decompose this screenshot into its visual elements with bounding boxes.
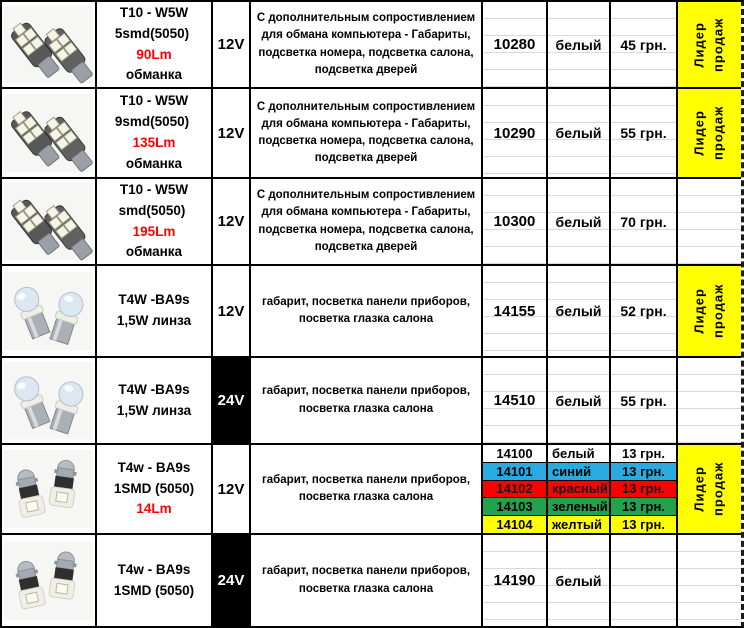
voltage-cell bbox=[213, 179, 251, 266]
variant-price: 13 грн. bbox=[622, 463, 665, 479]
product-photo-cell bbox=[2, 535, 97, 626]
voltage-label: 12V bbox=[217, 124, 245, 142]
color-name: белый bbox=[548, 266, 611, 358]
leader-badge bbox=[678, 266, 741, 358]
color-name: белый bbox=[548, 89, 611, 179]
variant-color-name: синий bbox=[548, 463, 611, 480]
ba9s-lens-bulbs-image bbox=[4, 360, 93, 441]
product-name-line bbox=[126, 65, 182, 86]
product-name-line bbox=[136, 499, 171, 520]
t10-led-bulbs-image bbox=[4, 91, 93, 175]
product-code: 10290 bbox=[483, 89, 548, 179]
product-name-line bbox=[99, 112, 209, 154]
voltage-cell bbox=[213, 445, 251, 535]
product-name bbox=[97, 2, 213, 89]
t10-led-bulbs-image bbox=[4, 4, 93, 85]
product-name-text: 1,5W линза bbox=[116, 402, 192, 418]
product-name bbox=[97, 358, 213, 445]
price: 55 грн. bbox=[611, 89, 678, 179]
variant-price: 13 грн. bbox=[622, 445, 665, 461]
product-name-line bbox=[126, 242, 182, 263]
product-name-text: обманка bbox=[125, 155, 183, 171]
leader-badge-empty bbox=[678, 535, 741, 626]
variant-color-name: белый bbox=[548, 445, 611, 462]
product-name-text: 9smd(5050) bbox=[114, 114, 190, 130]
leader-badge-text bbox=[691, 17, 729, 71]
product-lumens: 195Lm bbox=[132, 223, 176, 239]
description-cell: С дополнительным сопростивлением для обмана компьютера - Габариты, подсветка номера, подсветка салона, подсветка дверей bbox=[251, 89, 483, 179]
product-name-text: T10 - W5W bbox=[119, 181, 189, 197]
color-name: белый bbox=[548, 2, 611, 89]
color-name: белый bbox=[548, 179, 611, 266]
product-name-text: T10 - W5W bbox=[119, 4, 189, 20]
voltage-label: 12V bbox=[217, 36, 245, 53]
product-name bbox=[97, 179, 213, 266]
product-name-text: 5smd(5050) bbox=[114, 25, 190, 41]
variant-row bbox=[483, 445, 676, 463]
product-name-text: обманка bbox=[125, 244, 183, 260]
product-name-line bbox=[120, 91, 188, 112]
color-name: белый bbox=[548, 358, 611, 445]
price bbox=[611, 535, 678, 626]
leader-word-1: Лидер bbox=[691, 110, 707, 156]
voltage-label: 24V bbox=[217, 392, 245, 409]
description-cell: габарит, посветка панели приборов, посветка глазка салона bbox=[251, 266, 483, 358]
price: 70 грн. bbox=[611, 179, 678, 266]
variant-code: 14102 bbox=[483, 481, 548, 498]
leader-word-1: Лидер bbox=[691, 21, 707, 68]
color-name: белый bbox=[548, 535, 611, 626]
ba9s-1smd-bulbs-image bbox=[4, 447, 93, 531]
variant-color-name: желтый bbox=[548, 516, 611, 533]
leader-word-2: продаж bbox=[710, 105, 726, 161]
leader-badge-text bbox=[691, 106, 729, 160]
leader-word-2: продаж bbox=[710, 17, 726, 72]
leader-badge bbox=[678, 445, 741, 535]
product-photo-cell bbox=[2, 2, 97, 89]
ba9s-lens-bulbs-image bbox=[4, 268, 93, 354]
product-name-text: T4W -BA9s bbox=[118, 381, 190, 397]
product-name bbox=[97, 266, 213, 358]
variant-code: 14100 bbox=[483, 445, 548, 462]
product-photo-cell bbox=[2, 445, 97, 535]
variant-code: 14104 bbox=[483, 516, 548, 533]
price: 55 грн. bbox=[611, 358, 678, 445]
product-name-text: smd(5050) bbox=[118, 202, 186, 218]
product-name-text: обманка bbox=[125, 67, 183, 83]
price: 52 грн. bbox=[611, 266, 678, 358]
voltage-label: 12V bbox=[217, 213, 245, 230]
voltage-label: 12V bbox=[217, 480, 245, 498]
ba9s-1smd-bulbs-image bbox=[4, 537, 93, 624]
description-cell: С дополнительным сопростивлением для обмана компьютера - Габариты, подсветка номера, подсветка салона, подсветка дверей bbox=[251, 2, 483, 89]
product-code: 10300 bbox=[483, 179, 548, 266]
product-name-line bbox=[99, 201, 209, 243]
leader-word-1: Лидер bbox=[691, 288, 707, 334]
variant-row bbox=[483, 481, 676, 499]
variant-price: 13 грн. bbox=[622, 499, 665, 515]
description-cell: С дополнительным сопростивлением для обмана компьютера - Габариты, подсветка номера, подсветка салона, подсветка дверей bbox=[251, 179, 483, 266]
product-name-line bbox=[114, 479, 194, 500]
product-photo-cell bbox=[2, 266, 97, 358]
product-name-line bbox=[114, 581, 194, 602]
product-name-line bbox=[120, 3, 188, 24]
voltage-cell bbox=[213, 2, 251, 89]
product-name-text: T10 - W5W bbox=[119, 93, 189, 109]
product-name-line bbox=[118, 458, 191, 479]
product-photo-cell bbox=[2, 179, 97, 266]
t10-led-bulbs-image bbox=[4, 181, 93, 262]
voltage-label: 12V bbox=[217, 302, 245, 320]
product-name-line bbox=[118, 290, 189, 311]
product-photo-cell bbox=[2, 358, 97, 445]
product-code: 10280 bbox=[483, 2, 548, 89]
product-name-line bbox=[117, 401, 191, 422]
variant-row bbox=[483, 463, 676, 481]
description-cell: габарит, посветка панели приборов, посветка глазка салона bbox=[251, 358, 483, 445]
variant-color-name: зеленый bbox=[548, 498, 611, 515]
voltage-label: 24V bbox=[217, 572, 245, 589]
product-code: 14510 bbox=[483, 358, 548, 445]
product-name-text: T4W -BA9s bbox=[118, 292, 190, 308]
voltage-cell bbox=[213, 89, 251, 179]
product-lumens: 135Lm bbox=[132, 135, 176, 150]
product-name-line bbox=[118, 560, 191, 581]
leader-badge-text bbox=[691, 462, 729, 516]
product-name-text: T4w - BA9s bbox=[117, 459, 191, 475]
product-name-line bbox=[120, 180, 188, 201]
variant-code: 14101 bbox=[483, 463, 548, 480]
product-name-text: 1SMD (5050) bbox=[113, 480, 195, 496]
leader-word-1: Лидер bbox=[691, 466, 707, 512]
product-code: 14155 bbox=[483, 266, 548, 358]
product-name-text: 1SMD (5050) bbox=[113, 582, 195, 598]
product-name-line bbox=[117, 311, 191, 332]
voltage-cell bbox=[213, 358, 251, 445]
variant-row bbox=[483, 498, 676, 516]
description-cell: габарит, посветка панели приборов, посветка глазка салона bbox=[251, 445, 483, 535]
price: 45 грн. bbox=[611, 2, 678, 89]
product-code: 14190 bbox=[483, 535, 548, 626]
product-lumens: 90Lm bbox=[136, 46, 172, 62]
product-name-line bbox=[126, 154, 182, 175]
product-name-text: 1,5W линза bbox=[116, 313, 192, 328]
leader-word-2: продаж bbox=[710, 461, 726, 517]
leader-badge-empty bbox=[678, 358, 741, 445]
leader-word-2: продаж bbox=[710, 283, 726, 339]
product-photo-cell bbox=[2, 89, 97, 179]
product-name bbox=[97, 89, 213, 179]
voltage-cell bbox=[213, 535, 251, 626]
product-name bbox=[97, 445, 213, 535]
description-cell: габарит, посветка панели приборов, посветка глазка салона bbox=[251, 535, 483, 626]
leader-badge-text bbox=[691, 284, 729, 338]
product-lumens: 14Lm bbox=[136, 501, 172, 517]
variant-row bbox=[483, 516, 676, 533]
variant-price: 13 грн. bbox=[622, 481, 665, 497]
color-variants bbox=[483, 445, 678, 535]
leader-badge-empty bbox=[678, 179, 741, 266]
leader-badge bbox=[678, 89, 741, 179]
variant-code: 14103 bbox=[483, 498, 548, 515]
variant-price: 13 грн. bbox=[622, 517, 665, 533]
product-name-line bbox=[99, 24, 209, 66]
product-name-line bbox=[118, 380, 189, 401]
product-name bbox=[97, 535, 213, 626]
voltage-cell bbox=[213, 266, 251, 358]
product-name-text: T4w - BA9s bbox=[117, 561, 191, 577]
leader-badge bbox=[678, 2, 741, 89]
variant-color-name: красный bbox=[548, 481, 611, 498]
